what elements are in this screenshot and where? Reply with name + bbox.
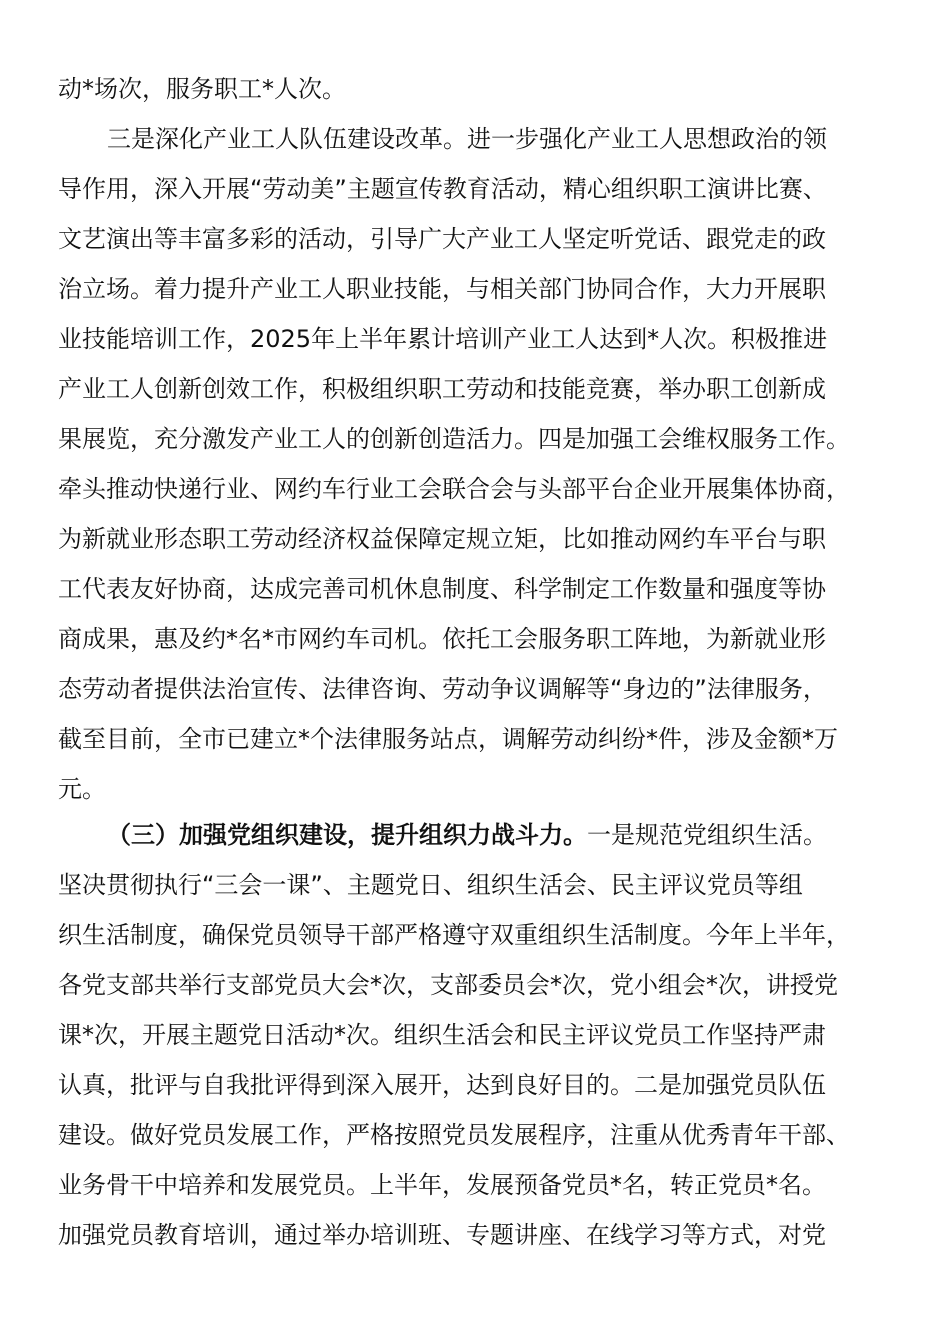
section-heading: （三）加强党组织建设，提升组织力战斗力。 xyxy=(107,821,587,849)
text-line: 导作用，深入开展“劳动美”主题宣传教育活动，精心组织职工演讲比赛、 xyxy=(58,175,827,203)
text-line: 业技能培训工作，2025年上半年累计培训产业工人达到*人次。积极推进 xyxy=(58,325,828,353)
heading-continuation: 一是规范党组织生活。 xyxy=(587,821,827,849)
text-line: 元。 xyxy=(58,775,106,803)
text-line: 牵头推动快递行业、网约车行业工会联合会与头部平台企业开展集体协商， xyxy=(58,475,850,503)
text-line: 文艺演出等丰富多彩的活动，引导广大产业工人坚定听党话、跟党走的政 xyxy=(58,225,826,253)
text-line: 产业工人创新创效工作，积极组织职工劳动和技能竞赛，举办职工创新成 xyxy=(58,375,826,403)
text-line: 课*次，开展主题党日活动*次。组织生活会和民主评议党员工作坚持严肃 xyxy=(58,1021,826,1049)
text-line: 动*场次，服务职工*人次。 xyxy=(58,75,346,103)
text-line: 工代表友好协商，达成完善司机休息制度、科学制定工作数量和强度等协 xyxy=(58,575,826,603)
text-line: 建设。做好党员发展工作，严格按照党员发展程序，注重从优秀青年干部、 xyxy=(58,1121,850,1149)
paragraph-start: 三是深化产业工人队伍建设改革。进一步强化产业工人思想政治的领 xyxy=(107,125,827,153)
text-line: 商成果，惠及约*名*市网约车司机。依托工会服务职工阵地，为新就业形 xyxy=(58,625,826,653)
text-line: 各党支部共举行支部党员大会*次，支部委员会*次，党小组会*次，讲授党 xyxy=(58,971,838,999)
section-heading-line xyxy=(107,815,827,855)
text-line: 织生活制度，确保党员领导干部严格遵守双重组织生活制度。今年上半年， xyxy=(58,921,850,949)
text-line: 业务骨干中培养和发展党员。上半年，发展预备党员*名，转正党员*名。 xyxy=(58,1171,826,1199)
text-line: 为新就业形态职工劳动经济权益保障定规立矩，比如推动网约车平台与职 xyxy=(58,525,826,553)
text-line: 治立场。着力提升产业工人职业技能，与相关部门协同合作，大力开展职 xyxy=(58,275,826,303)
text-line: 果展览，充分激发产业工人的创新创造活力。四是加强工会维权服务工作。 xyxy=(58,425,850,453)
text-line: 截至目前，全市已建立*个法律服务站点，调解劳动纠纷*件，涉及金额*万 xyxy=(58,725,838,753)
text-line: 态劳动者提供法治宣传、法律咨询、劳动争议调解等“身边的”法律服务， xyxy=(58,675,827,703)
text-line: 坚决贯彻执行“三会一课”、主题党日、组织生活会、民主评议党员等组 xyxy=(58,871,803,899)
text-line: 加强党员教育培训，通过举办培训班、专题讲座、在线学习等方式，对党 xyxy=(58,1221,826,1249)
text-line: 认真，批评与自我批评得到深入展开，达到良好目的。二是加强党员队伍 xyxy=(58,1071,826,1099)
